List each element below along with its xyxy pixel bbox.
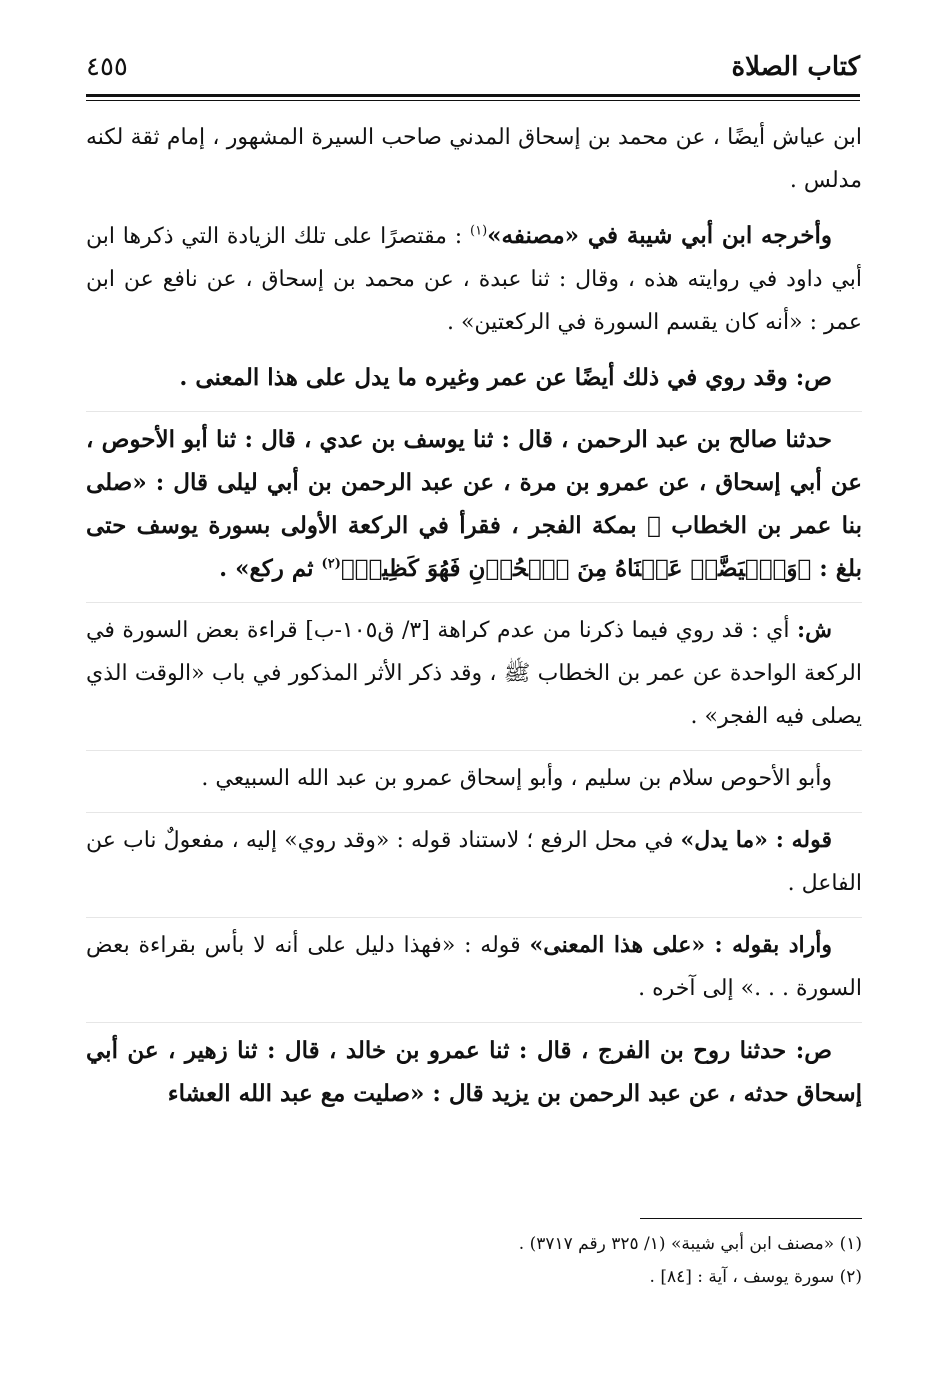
- footnote-separator: [640, 1218, 862, 1219]
- paragraph-6: وأبو الأحوص سلام بن سليم ، وأبو إسحاق عمرو بن عبد الله السبيعي .: [86, 750, 862, 800]
- shin-label: ش:: [797, 617, 832, 643]
- paragraph-2-text: : مقتصرًا على تلك الزيادة التي ذكرها ابن أبي داود في روايته هذه ، وقال : ثنا عبدة ، عن محمد بن إسحاق ، عن نافع عن ابن عمر : «أنه كان يقسم السورة في الركعتين» .: [86, 224, 862, 335]
- footnote-ref-2: (٢): [321, 556, 341, 572]
- sad-label: ص:: [795, 364, 832, 391]
- footnote-ref-1: (١): [470, 223, 488, 239]
- paragraph-2-lead: وأخرجه ابن أبي شيبة في «مصنفه»: [487, 222, 833, 249]
- paragraph-7: [86, 812, 862, 905]
- paragraph-5: [86, 602, 862, 738]
- running-title: كتاب الصلاة: [731, 52, 860, 82]
- footnote-2: (٢) سورة يوسف ، آية : [٨٤] .: [649, 1267, 862, 1287]
- page-number: ٤٥٥: [86, 52, 128, 82]
- page-header: [86, 52, 860, 92]
- paragraph-9-text: حدثنا روح بن الفرج ، قال : ثنا عمرو بن خالد ، قال : ثنا زهير ، عن أبي إسحاق حدثه ، عن عبد الرحمن بن يزيد قال : «صليت مع عبد الله العشاء: [86, 1037, 862, 1107]
- paragraph-8: [86, 917, 862, 1010]
- sad-label-2: ص:: [795, 1037, 832, 1064]
- footnote-1: (١) «مصنف ابن أبي شيبة» (١/ ٣٢٥ رقم ٣٧١٧) .: [518, 1234, 862, 1254]
- paragraph-3: [86, 356, 862, 399]
- paragraph-4: [86, 411, 862, 590]
- paragraph-3-text: وقد روي في ذلك أيضًا عن عمر وغيره ما يدل على هذا المعنى .: [179, 364, 796, 391]
- paragraph-7-lead: قوله : «ما يدل»: [680, 827, 832, 853]
- paragraph-5-text: أي : قد روي فيما ذكرنا من عدم كراهة [٣/ ق١٠٥-ب] قراءة بعض السورة في الركعة الواحدة عن عمر بن الخطاب ﷺ ، وقد ذكر الأثر المذكور في باب «الوقت الذي يصلى فيه الفجر» .: [86, 618, 862, 729]
- main-text: [86, 116, 862, 1127]
- paragraph-1: ابن عياش أيضًا ، عن محمد بن إسحاق المدني صاحب السيرة المشهور ، إمام ثقة لكنه مدلس .: [86, 125, 862, 193]
- paragraph-4-end: ثم ركع» .: [219, 555, 322, 582]
- footnotes: [86, 1228, 862, 1294]
- paragraph-8-lead: وأراد بقوله : «على هذا المعنى»: [529, 932, 832, 958]
- paragraph-2: [86, 214, 862, 344]
- paragraph-4-text: حدثنا صالح بن عبد الرحمن ، قال : ثنا يوسف بن عدي ، قال : ثنا أبو الأحوص ، عن أبي إسحاق ، عن عمرو بن مرة ، عن عبد الرحمن بن أبي ليلى قال : «صلى بنا عمر بن الخطاب ﷺ بمكة الفجر ، فقرأ في الركعة الأولى بسورة يوسف حتى بلغ : ﴿وَٱبۡيَضَّتۡ عَيۡنَاهُ مِنَ ٱلۡحُزۡنِ فَهُوَ كَظِيمٞ﴾: [86, 426, 862, 582]
- paragraph-9: [86, 1022, 862, 1115]
- header-rule-thin: [86, 100, 860, 101]
- paragraph-8-text: قوله : «فهذا دليل على أنه لا بأس بقراءة بعض السورة . . .» إلى آخره .: [86, 933, 862, 1001]
- header-rule-thick: [86, 94, 860, 97]
- paragraph-7-text: في محل الرفع ؛ لاستناد قوله : «وقد روي» إليه ، مفعولٌ ناب عن الفاعل .: [86, 828, 862, 896]
